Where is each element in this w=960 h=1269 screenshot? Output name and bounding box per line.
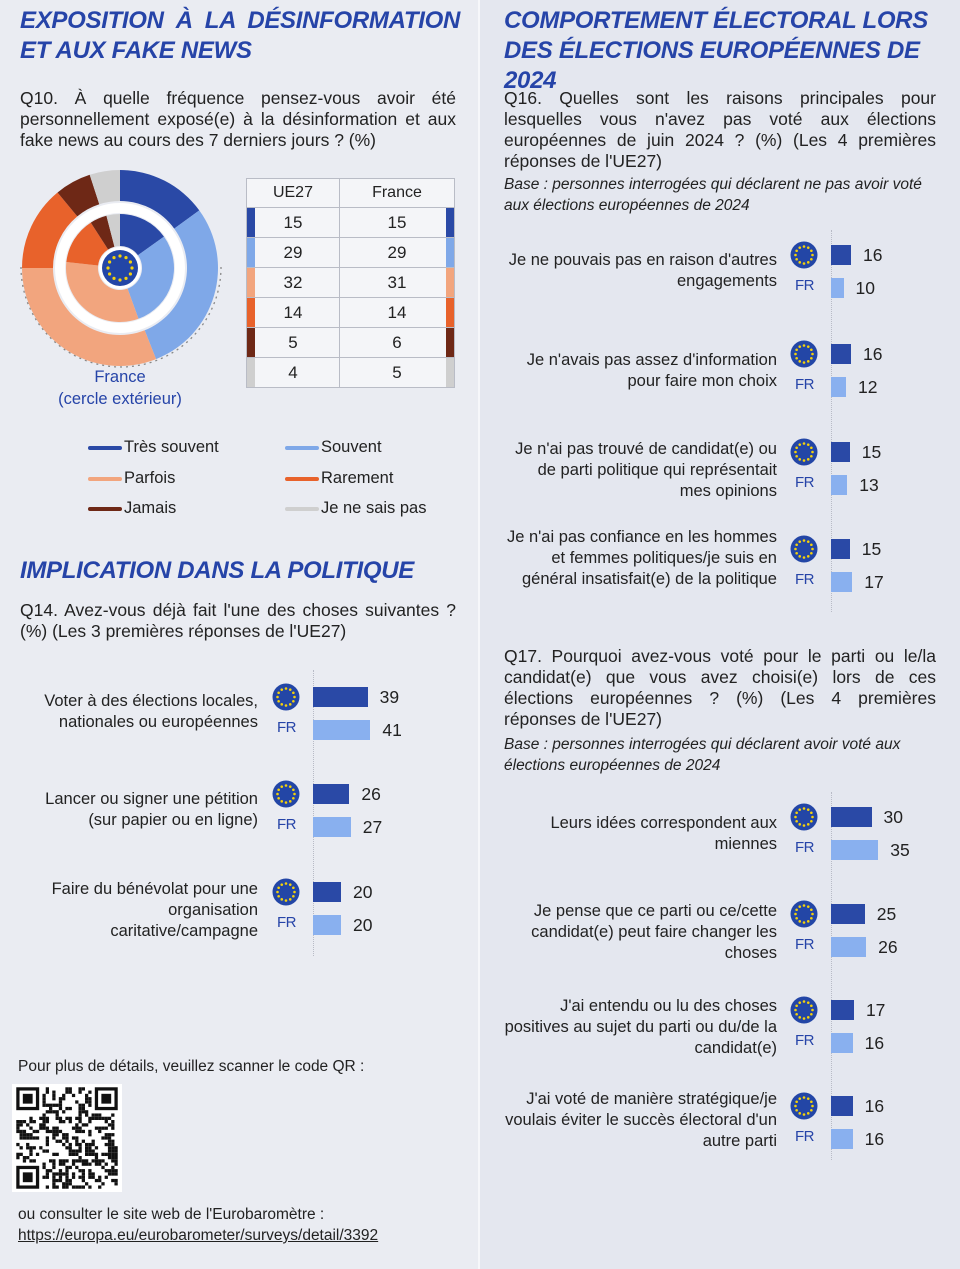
fr-country-tag: FR (277, 816, 296, 833)
section-title-disinformation-line1: EXPOSITION À LA DÉSINFORMATION (20, 7, 460, 34)
q17-bar-fr-3 (831, 1033, 853, 1053)
q17-label-4: J'ai voté de manière stratégique/je voulais éviter le succès électoral d'un autre parti (505, 1090, 777, 1150)
q14-value-eu-1: 39 (379, 687, 400, 707)
q17-value-fr-3: 16 (864, 1033, 885, 1053)
q10-value-text: 29 (283, 242, 303, 262)
fr-country-tag: FR (795, 936, 814, 953)
qr-code[interactable] (12, 1084, 122, 1192)
q10-value-fr (339, 268, 454, 298)
eu-star (108, 272, 111, 275)
q10-value-text: 4 (288, 362, 298, 382)
q10-table-row (247, 298, 455, 328)
q10-question: Q10. À quelle fréquence pensez-vous avoir été personnellement exposé(e) à la désinformation et aux fake news au cours des 7 derniers jours ? (%) (20, 88, 456, 150)
q10-color-marker (247, 268, 255, 297)
q10-value-text: 32 (283, 272, 303, 292)
q16-value-eu-1: 16 (863, 245, 883, 265)
q16-bar-eu-4 (831, 539, 850, 559)
eu-star (129, 260, 132, 263)
q10-color-marker (446, 238, 454, 267)
q10-value-text: 31 (387, 272, 407, 292)
fr-country-tag: FR (277, 719, 296, 736)
eu-star (118, 254, 121, 257)
legend-label: Parfois (124, 469, 176, 487)
q10-value-text: 15 (283, 212, 303, 232)
column-divider (478, 0, 480, 1269)
q16-bar-eu-3 (831, 442, 850, 462)
eu-star (130, 266, 133, 269)
q14-value-fr-2: 27 (362, 817, 383, 837)
fr-country-tag: FR (795, 571, 814, 588)
q16-base: Base : personnes interrogées qui déclarent ne pas avoir voté aux élections européennes de 2024 (504, 176, 922, 214)
q10-value-text: 5 (288, 332, 298, 352)
legend-item-1 (88, 438, 219, 457)
q17-bar-eu-1 (831, 807, 872, 827)
q10-value-eu (247, 268, 340, 298)
fr-country-tag: FR (277, 914, 296, 931)
section-title-politics: IMPLICATION DANS LA POLITIQUE (20, 557, 414, 584)
q14-value-fr-3: 20 (353, 915, 373, 935)
q10-color-marker (446, 208, 454, 237)
q10-color-marker (247, 238, 255, 267)
q17-label-3: J'ai entendu ou lu des choses positives au sujet du parti ou du/de la candidat(e) (504, 997, 777, 1057)
eu-star (106, 266, 109, 269)
legend-swatch (285, 507, 319, 511)
q14-bar-eu-1 (313, 687, 368, 707)
q16-bar-fr-1 (831, 278, 844, 298)
q17-bar-eu-4 (831, 1096, 853, 1116)
q16-value-fr-4: 17 (864, 572, 884, 592)
legend-label: Souvent (321, 438, 382, 456)
q14-bar-fr-1 (313, 720, 370, 740)
q10-table-row (247, 358, 455, 388)
q14-bar-fr-3 (313, 915, 341, 935)
q10-value-fr (339, 238, 454, 268)
eu-star (112, 277, 115, 280)
eu-flag-icon (272, 878, 300, 906)
eu-flag-icon (272, 780, 300, 808)
q17-base: Base : personnes interrogées qui déclarent avoir voté aux élections européennes de 2024 (504, 736, 901, 774)
donut-caption-note: (cercle extérieur) (58, 390, 182, 408)
fr-country-tag: FR (795, 277, 814, 294)
q10-value-text: 15 (387, 212, 407, 232)
section-title-disinformation-line2: ET AUX FAKE NEWS (20, 37, 252, 64)
q17-bar-fr-1 (831, 840, 878, 860)
legend-label: Jamais (124, 499, 177, 517)
q16-label-2: Je n'avais pas assez d'information pour faire mon choix (526, 351, 777, 390)
qr-intro: Pour plus de détails, veuillez scanner le code QR : (18, 1058, 365, 1075)
q14-bar-fr-2 (313, 817, 351, 837)
eu-star (129, 272, 132, 275)
legend-swatch (285, 477, 319, 481)
q10-donut-chart (20, 168, 220, 368)
eu-star (118, 278, 121, 281)
q10-value-text: 14 (283, 302, 303, 322)
q10-value-eu (247, 298, 340, 328)
q16-bar-fr-3 (831, 475, 847, 495)
eu-flag-icon (790, 241, 818, 269)
q10-color-marker (446, 298, 454, 327)
q16-value-eu-3: 15 (861, 442, 882, 462)
q10-color-marker (446, 358, 454, 387)
q16-value-fr-3: 13 (859, 475, 879, 495)
q16-label-3: Je n'ai pas trouvé de candidat(e) ou de parti politique qui représentait mes opinions (515, 440, 777, 500)
q17-bar-fr-4 (831, 1129, 853, 1149)
q10-value-eu (247, 238, 340, 268)
q14-question: Q14. Avez-vous déjà fait l'une des choses suivantes ? (%) (Les 3 premières réponses de l'UE27) (20, 600, 456, 641)
q10-value-fr (339, 298, 454, 328)
legend-item-4 (285, 469, 393, 488)
q16-value-eu-4: 15 (861, 539, 882, 559)
legend-swatch (88, 507, 122, 511)
q14-label-3: Faire du bénévolat pour une organisation caritative/campagne (51, 880, 258, 940)
eu-flag-icon (790, 900, 818, 928)
legend-item-6 (285, 499, 426, 518)
q14-label-1: Voter à des élections locales, nationales ou européennes (44, 692, 258, 731)
section-title-electoral-line2: DES ÉLECTIONS EUROPÉENNES DE 2024 (504, 37, 920, 94)
q14-value-fr-1: 41 (382, 720, 402, 740)
eu-star (124, 256, 127, 259)
q14-bar-eu-2 (313, 784, 349, 804)
q16-value-fr-1: 10 (855, 278, 875, 298)
q16-bar-eu-1 (831, 245, 851, 265)
q10-value-fr (339, 208, 454, 238)
q10-color-marker (247, 328, 255, 357)
q16-value-eu-2: 16 (863, 344, 883, 364)
q16-label-4: Je n'ai pas confiance en les hommes et femmes politiques/je suis en général insatisfait(e) de la politique (506, 528, 777, 588)
fr-country-tag: FR (795, 1128, 814, 1145)
q17-value-eu-2: 25 (876, 904, 897, 924)
eu-star (108, 260, 111, 263)
q16-label-1: Je ne pouvais pas en raison d'autres engagements (508, 251, 777, 290)
q17-value-fr-1: 35 (890, 840, 910, 860)
q10-color-marker (446, 268, 454, 297)
donut-caption-country: France (94, 368, 146, 386)
q10-value-fr (339, 358, 454, 388)
q17-value-eu-4: 16 (864, 1096, 885, 1116)
q16-question: Q16. Quelles sont les raisons principales pour lesquelles vous n'avez pas voté aux élections européennes de juin 2024 ? (%) (Les 4 premières réponses de l'UE27) (504, 88, 936, 171)
q16-value-fr-2: 12 (858, 377, 878, 397)
fr-country-tag: FR (795, 839, 814, 856)
section-title-electoral-line1: COMPORTEMENT ÉLECTORAL LORS (504, 7, 928, 34)
q10-value-eu (247, 208, 340, 238)
q10-value-eu (247, 358, 340, 388)
q17-bar-fr-2 (831, 937, 866, 957)
legend-swatch (285, 446, 319, 450)
fr-country-tag: FR (795, 376, 814, 393)
legend-item-2 (285, 438, 382, 457)
q10-table (246, 178, 455, 388)
eu-flag-icon (272, 683, 300, 711)
q17-question: Q17. Pourquoi avez-vous voté pour le parti ou le/la candidat(e) que vous avez choisi(e) lors de ces élections européennes ? (%) (Les 4 premières réponses de l'UE27) (504, 646, 936, 729)
q17-value-eu-1: 30 (883, 807, 903, 827)
q16-bar-fr-2 (831, 377, 846, 397)
q14-bar-eu-3 (313, 882, 341, 902)
eu-flag-icon (790, 803, 818, 831)
q14-label-2: Lancer ou signer une pétition (sur papier ou en ligne) (45, 790, 258, 829)
q10-value-text: 14 (387, 302, 407, 322)
eu-flag-icon (790, 996, 818, 1024)
q17-value-fr-4: 16 (864, 1129, 885, 1149)
q10-color-marker (247, 298, 255, 327)
q17-bar-eu-2 (831, 904, 865, 924)
q17-value-fr-2: 26 (878, 937, 898, 957)
legend-label: Je ne sais pas (321, 499, 427, 517)
q10-value-text: 5 (392, 362, 402, 382)
q17-value-eu-3: 17 (865, 1000, 886, 1020)
q14-value-eu-3: 20 (353, 882, 373, 902)
q10-table-row (247, 208, 455, 238)
legend-label: Très souvent (124, 438, 219, 456)
q10-table-header-fr: France (339, 179, 454, 208)
legend-item-3 (88, 469, 175, 488)
eu-flag-icon (790, 535, 818, 563)
q17-label-1: Leurs idées correspondent aux miennes (550, 814, 777, 853)
bar-axis-line (313, 670, 314, 956)
fr-country-tag: FR (795, 1032, 814, 1049)
q16-bar-fr-4 (831, 572, 852, 592)
q10-table-row (247, 328, 455, 358)
q10-color-marker (247, 208, 255, 237)
eu-star (124, 277, 127, 280)
q10-value-eu (247, 328, 340, 358)
q17-bar-eu-3 (831, 1000, 854, 1020)
q10-color-marker (446, 328, 454, 357)
q10-color-marker (247, 358, 255, 387)
eu-flag-icon (790, 1092, 818, 1120)
q16-bar-eu-2 (831, 344, 851, 364)
donut-caption (20, 366, 220, 410)
legend-item-5 (88, 499, 176, 518)
legend-swatch (88, 477, 122, 481)
q10-value-fr (339, 328, 454, 358)
fr-country-tag: FR (795, 474, 814, 491)
q10-table-row (247, 268, 455, 298)
q10-value-text: 29 (387, 242, 407, 262)
q14-value-eu-2: 26 (361, 784, 381, 804)
q17-label-2: Je pense que ce parti ou ce/cette candidat(e) peut faire changer les choses (531, 902, 777, 962)
q10-table-row (247, 238, 455, 268)
q10-value-text: 6 (392, 332, 402, 352)
qr-code-image (12, 1084, 122, 1192)
legend-swatch (88, 446, 122, 450)
q10-table-header-eu: UE27 (247, 179, 340, 208)
legend-label: Rarement (321, 469, 394, 487)
site-intro: ou consulter le site web de l'Eurobaromètre : (18, 1206, 325, 1223)
eu-star (112, 256, 115, 259)
eurobarometer-link[interactable]: https://europa.eu/eurobarometer/surveys/detail/3392 (18, 1227, 379, 1244)
eu-flag-icon (790, 340, 818, 368)
eu-flag-icon (790, 438, 818, 466)
